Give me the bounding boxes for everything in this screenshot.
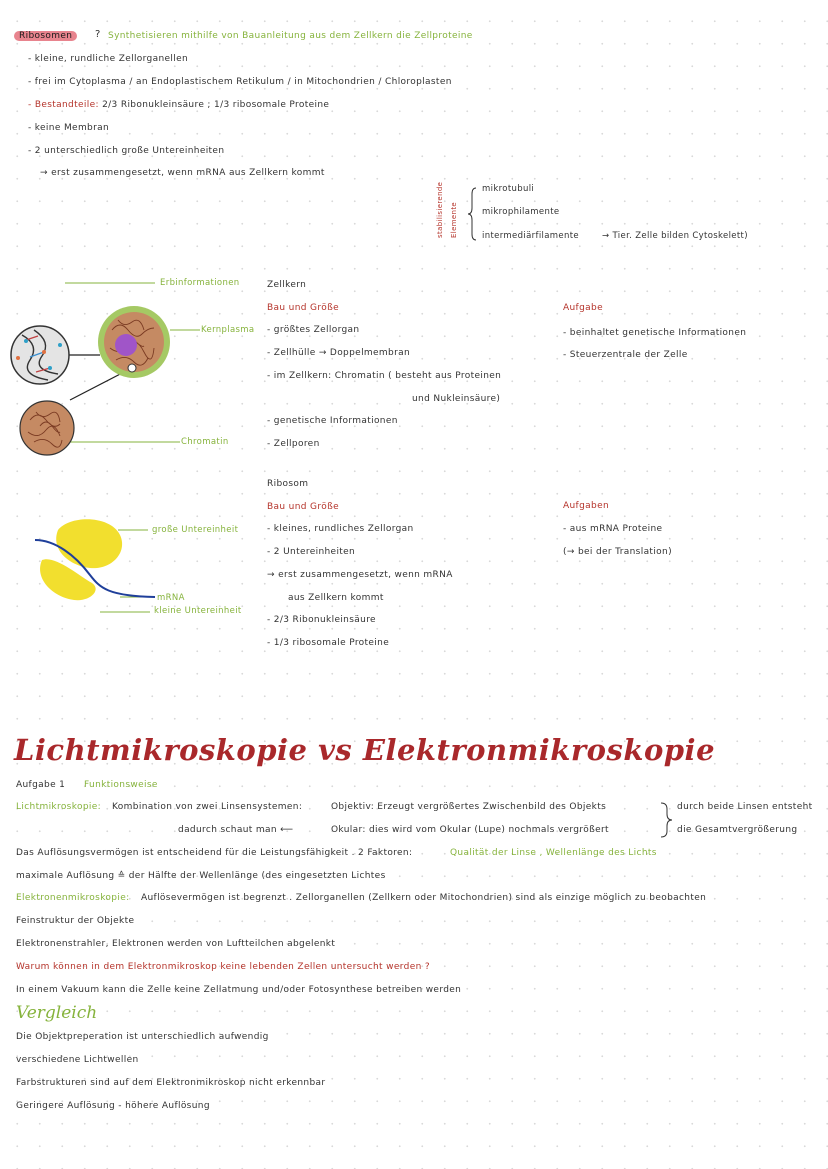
- zellkern-bau-item: - genetische Informationen: [267, 416, 398, 426]
- okular-text: Okular: dies wird vom Okular (Lupe) nochmals vergrößert: [331, 825, 609, 835]
- zellkern-aufgabe-item: - beinhaltet genetische Informationen: [563, 328, 747, 338]
- ribosom-title: Ribosom: [267, 479, 309, 489]
- zellkern-bau-item: - Zellhülle → Doppelmembran: [267, 348, 411, 358]
- okular-pre: dadurch schaut man ⟵: [178, 825, 294, 835]
- ribosom-bau-item: - 1/3 ribosomale Proteine: [267, 638, 390, 648]
- ribosomen-intro: Synthetisieren mithilfe von Bauanleitung aus dem Zellkern die Zellproteine: [108, 31, 473, 41]
- vergleich-title: Vergleich: [16, 1003, 98, 1023]
- vergleich-item: Geringere Auflösung - höhere Auflösung: [16, 1101, 210, 1111]
- ribosom-bau-item: → erst zusammengesetzt, wenn mRNA: [267, 570, 453, 580]
- ribosomen-bullet: - kleine, rundliche Zellorganellen: [28, 54, 189, 64]
- ribosomen-bullet: - 2 unterschiedlich große Untereinheiten: [28, 146, 225, 156]
- mikroskopie-title: Lichtmikroskopie vs Elektronmikroskopie: [14, 733, 716, 767]
- aufgabe-topic: Funktionsweise: [84, 780, 158, 790]
- zellkern-bau-item: - Zellporen: [267, 439, 320, 449]
- stabil-note: → Tier. Zelle bilden Cytoskelett): [602, 231, 748, 241]
- zellkern-bau-item: und Nukleinsäure): [412, 394, 501, 404]
- bestandteile-text: 2/3 Ribonukleinsäure ; 1/3 ribosomale Proteine: [102, 100, 330, 110]
- stabil-item: mikrophilamente: [482, 207, 560, 217]
- licht-text: Kombination von zwei Linsensystemen:: [112, 802, 303, 812]
- ribosom-bau-item: aus Zellkern kommt: [288, 593, 384, 603]
- vergleich-item: verschiedene Lichtwellen: [16, 1055, 139, 1065]
- zellkern-title: Zellkern: [267, 280, 307, 290]
- ribosom-bau-item: - kleines, rundliches Zellorgan: [267, 524, 414, 534]
- licht-label: Lichtmikroskopie:: [16, 802, 102, 812]
- vergleich-item: Farbstrukturen sind auf dem Elektronmikroskop nicht erkennbar: [16, 1078, 326, 1088]
- ribosom-bau-item: - 2 Untereinheiten: [267, 547, 356, 557]
- label-erbinformationen: Erbinformationen: [160, 278, 240, 288]
- stabil-item: mikrotubuli: [482, 184, 535, 194]
- cell-nucleus-diagram: [11, 283, 200, 455]
- aufloesung-factors: Qualität der Linse , Wellenlänge des Lichts: [450, 848, 657, 858]
- zellkern-bau-label: Bau und Größe: [267, 303, 339, 313]
- stabil-label-2: Elemente: [450, 201, 458, 238]
- ribosom-bau-item: - 2/3 Ribonukleinsäure: [267, 615, 376, 625]
- stabil-label: stabilisierende: [436, 181, 444, 238]
- ribosom-bau-label: Bau und Größe: [267, 502, 339, 512]
- ribosomen-arrow-text: → erst zusammengesetzt, wenn mRNA aus Zellkern kommt: [40, 168, 325, 178]
- large-subunit: [56, 519, 122, 568]
- answer-text: In einem Vakuum kann die Zelle keine Zellatmung und/oder Fotosynthese betreiben werden: [16, 985, 462, 995]
- ribosomen-bestandteile: - Bestandteile: 2/3 Ribonukleinsäure ; 1/3 ribosomale Proteine: [28, 100, 330, 110]
- elektron-text: Auflösevermögen ist begrenzt . Zellorganellen (Zellkern oder Mitochondrien) sind als einzige möglich zu beobachten: [141, 893, 707, 903]
- chromatin-circle: [20, 401, 74, 455]
- zellkern-aufgabe-item: - Steuerzentrale der Zelle: [563, 350, 688, 360]
- bestandteile-label: Bestandteile:: [34, 100, 99, 110]
- ribosom-aufgaben-label: Aufgaben: [563, 501, 610, 511]
- elektronenstrahler-text: Elektronenstrahler, Elektronen werden von Luftteilchen abgelenkt: [16, 939, 336, 949]
- question-text: Warum können in dem Elektronmikroskop keine lebenden Zellen untersucht werden ?: [16, 962, 430, 972]
- ribosom-aufgaben-item: (→ bei der Translation): [563, 547, 672, 557]
- brace-note: durch beide Linsen entsteht: [677, 802, 813, 812]
- nucleolus: [115, 334, 137, 356]
- stabil-item: intermediärfilamente: [482, 231, 580, 241]
- ribosome-diagram: [35, 519, 155, 612]
- zellkern-bau-item: - im Zellkern: Chromatin ( besteht aus Proteinen: [267, 371, 502, 381]
- objektiv-text: Objektiv: Erzeugt vergrößertes Zwischenbild des Objekts: [331, 802, 607, 812]
- label-chromatin: Chromatin: [181, 437, 229, 447]
- ribosomen-bullet: - keine Membran: [28, 123, 110, 133]
- ribosomen-label: Ribosomen: [14, 31, 77, 41]
- ribosom-aufgaben-item: - aus mRNA Proteine: [563, 524, 663, 534]
- aufgabe-label: Aufgabe 1: [16, 780, 66, 790]
- zellkern-aufgabe-label: Aufgabe: [563, 303, 603, 313]
- brace-note: die Gesamtvergrößerung: [677, 825, 798, 835]
- ribosomen-bullet: - frei im Cytoplasma / an Endoplastischem Retikulum / in Mitochondrien / Chloroplasten: [28, 77, 452, 87]
- zellkern-bau-item: - größtes Zellorgan: [267, 325, 360, 335]
- label-grosse-untereinheit: große Untereinheit: [152, 525, 239, 535]
- label-kleine-untereinheit: kleine Untereinheit: [154, 606, 242, 616]
- question-mark: ?: [95, 29, 101, 40]
- label-mrna: mRNA: [157, 593, 185, 603]
- label-kernplasma: Kernplasma: [201, 325, 255, 335]
- vergleich-item: Die Objektpreperation ist unterschiedlich aufwendig: [16, 1032, 269, 1042]
- aufloesung-text: Das Auflösungsvermögen ist entscheidend für die Leistungsfähigkeit . 2 Faktoren:: [16, 848, 413, 858]
- max-aufloesung-text: maximale Auflösung ≙ der Hälfte der Wellenlänge (des eingesetzten Lichtes: [16, 871, 386, 881]
- elektron-label: Elektronenmikroskopie:: [16, 893, 130, 903]
- feinstruktur-text: Feinstruktur der Objekte: [16, 916, 135, 926]
